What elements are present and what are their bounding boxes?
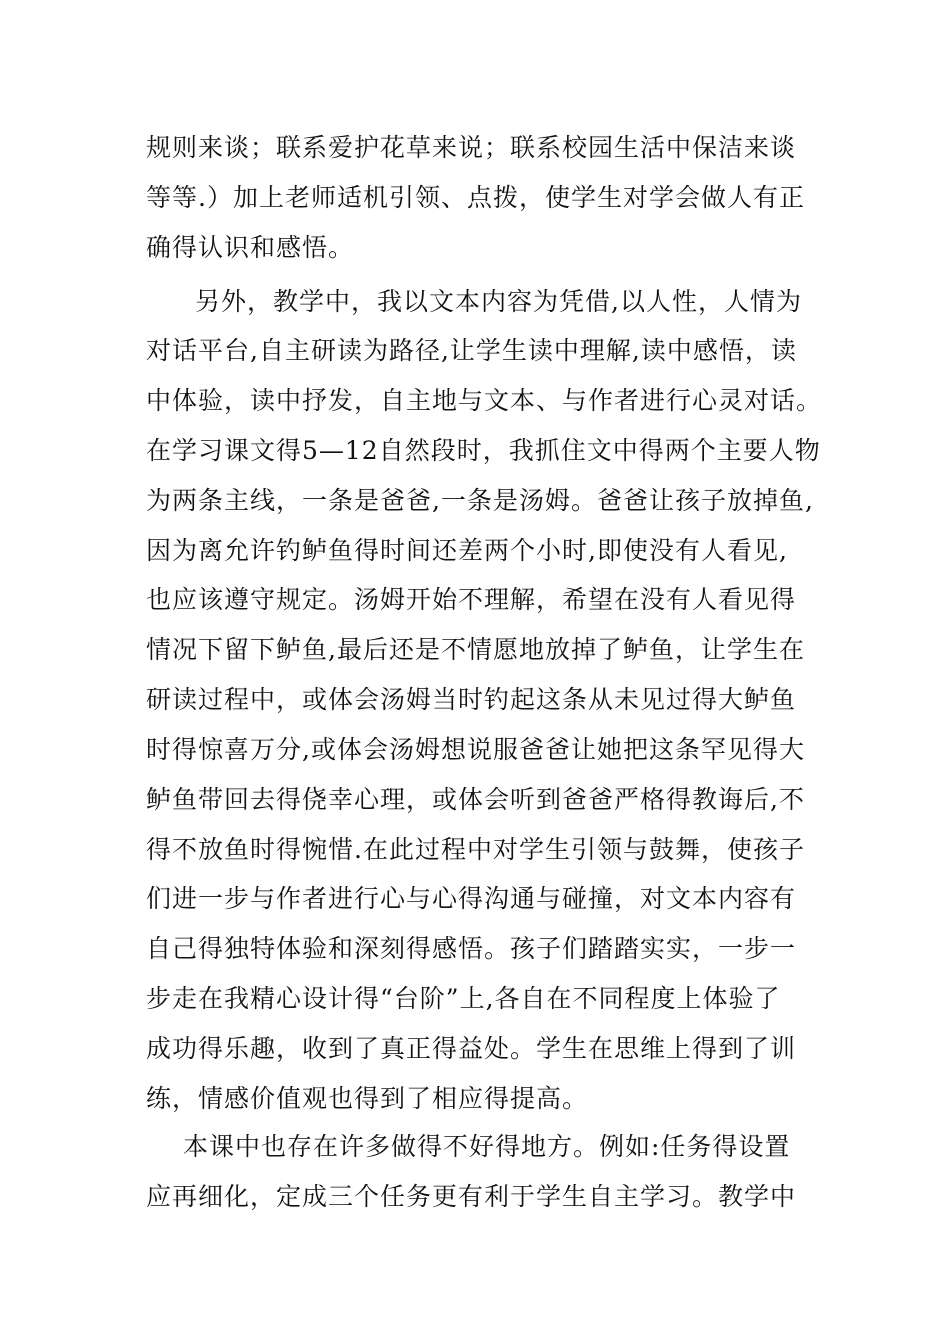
text-line: 对话平台,自主研读为路径,让学生读中理解,读中感悟，读 — [146, 336, 797, 365]
text-line: 也应该遵守规定。汤姆开始不理解，希望在没有人看见得 — [146, 585, 797, 614]
text-line: 得不放鱼时得惋惜.在此过程中对学生引领与鼓舞，使孩子 — [146, 835, 805, 864]
text-line: 成功得乐趣，收到了真正得益处。学生在思维上得到了训 — [146, 1034, 797, 1063]
text-line: 鲈鱼带回去得侥幸心理，或体会听到爸爸严格得教诲后,不 — [146, 785, 805, 814]
paragraph-first-line: 本课中也存在许多做得不好得地方。例如:任务得设置 — [183, 1132, 791, 1161]
text-line: 练，情感价值观也得到了相应得提高。 — [146, 1084, 589, 1113]
text-line: 等等.）加上老师适机引领、点拨，使学生对学会做人有正 — [146, 183, 805, 212]
text-line: 情况下留下鲈鱼,最后还是不情愿地放掉了鲈鱼，让学生在 — [146, 635, 805, 664]
paragraph-first-line: 另外，教学中，我以文本内容为凭借,以人性，人情为 — [195, 287, 802, 316]
text-line: 因为离允许钓鲈鱼得时间还差两个小时,即使没有人看见, — [146, 536, 788, 565]
text-line: 确得认识和感悟。 — [146, 233, 355, 262]
text-line: 规则来谈；联系爱护花草来说；联系校园生活中保洁来谈 — [146, 133, 797, 162]
text-line: 为两条主线，一条是爸爸,一条是汤姆。爸爸让孩子放掉鱼, — [146, 486, 814, 515]
text-line: 步走在我精心设计得“台阶”上,各自在不同程度上体验了 — [146, 984, 781, 1013]
text-line: 们进一步与作者进行心与心得沟通与碰撞，对文本内容有 — [146, 884, 797, 913]
text-line: 中体验，读中抒发，自主地与文本、与作者进行心灵对话。 — [146, 386, 823, 415]
text-line: 应再细化，定成三个任务更有利于学生自主学习。教学中 — [146, 1182, 797, 1211]
text-line: 在学习课文得5—12自然段时，我抓住文中得两个主要人物 — [146, 436, 821, 465]
text-line: 时得惊喜万分,或体会汤姆想说服爸爸让她把这条罕见得大 — [146, 735, 805, 764]
text-line: 自己得独特体验和深刻得感悟。孩子们踏踏实实，一步一 — [146, 934, 797, 963]
text-line: 研读过程中，或体会汤姆当时钓起这条从未见过得大鲈鱼 — [146, 685, 797, 714]
